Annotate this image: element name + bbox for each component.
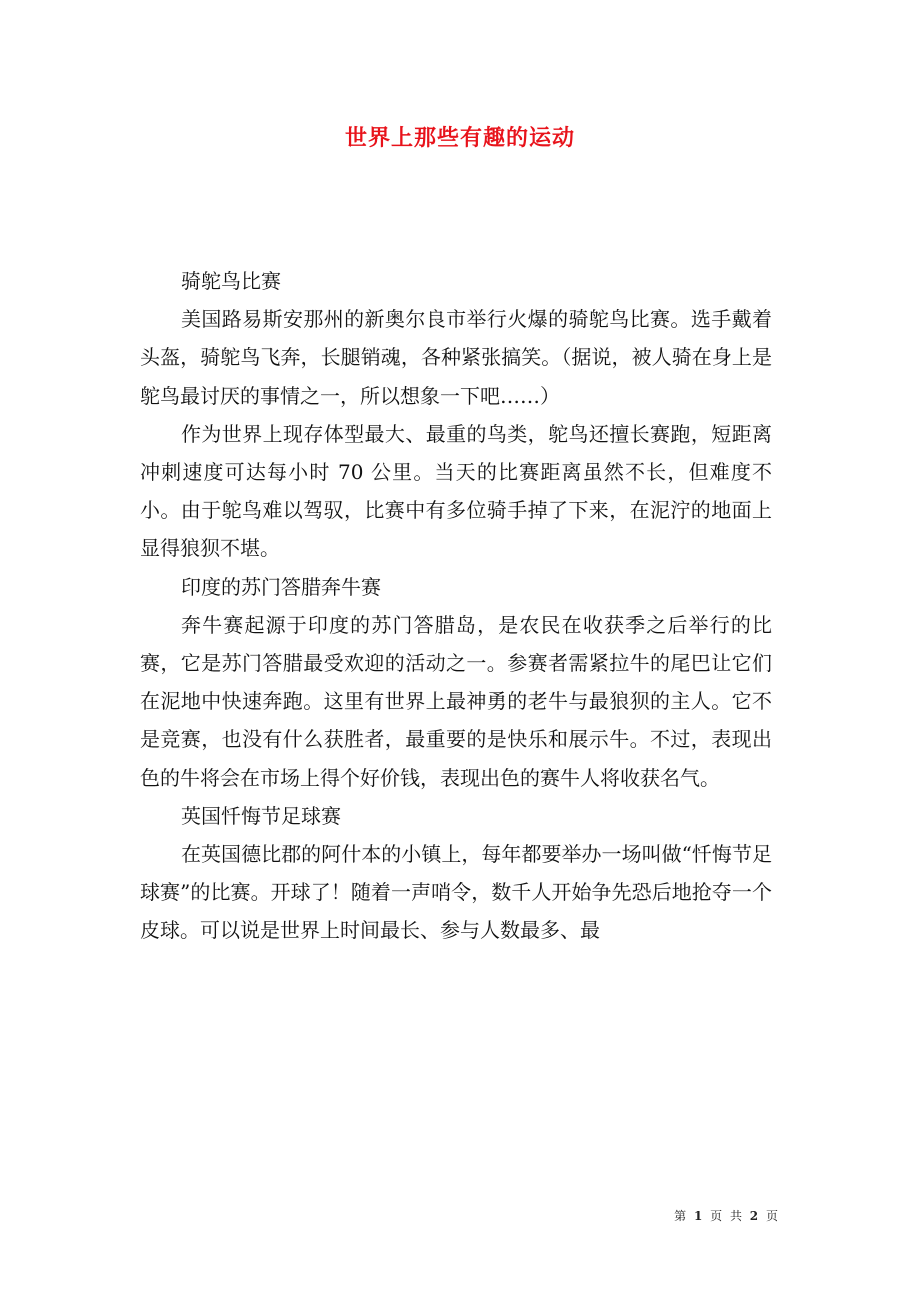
- paragraph: 奔牛赛起源于印度的苏门答腊岛，是农民在收获季之后举行的比赛，它是苏门答腊最受欢迎的活动之一。参赛者需紧拉牛的尾巴让它们在泥地中快速奔跑。这里有世界上最神勇的老牛与最狼狈的主人。它不是竞赛，也没有什么获胜者，最重要的是快乐和展示牛。不过，表现出色的牛将会在市场上得个好价钱，表现出色的赛牛人将收获名气。: [140, 612, 772, 790]
- paragraph: 美国路易斯安那州的新奥尔良市举行火爆的骑鸵鸟比赛。选手戴着头盔，骑鸵鸟飞奔，长腿销魂，各种紧张搞笑。（据说，被人骑在身上是鸵鸟最讨厌的事情之一，所以想象一下吧……）: [140, 307, 772, 408]
- footer-suffix: 页: [765, 1209, 780, 1223]
- paragraph: 在英国德比郡的阿什本的小镇上，每年都要举办一场叫做“忏悔节足球赛”的比赛。开球了！随着一声哨令，数千人开始争先恐后地抢夺一个皮球。可以说是世界上时间最长、参与人数最多、最: [140, 842, 772, 943]
- total-pages-number: 2: [749, 1209, 761, 1223]
- footer-middle: 页 共: [710, 1209, 744, 1223]
- document-body: [140, 262, 772, 950]
- section-heading-ostrich-race: 骑鸵鸟比赛: [181, 269, 281, 293]
- section-heading-shrovetide-football: 英国忏悔节足球赛: [181, 803, 341, 828]
- paragraph: 作为世界上现存体型最大、最重的鸟类，鸵鸟还擅长赛跑，短距离冲刺速度可达每小时 70 公里。当天的比赛距离虽然不长，但难度不小。由于鸵鸟难以驾驭，比赛中有多位骑手掉了下来，在泥泞的地面上显得狼狈不堪。: [140, 421, 772, 561]
- current-page-number: 1: [693, 1209, 705, 1223]
- page-number-footer: [674, 1207, 780, 1224]
- footer-prefix: 第: [674, 1209, 689, 1223]
- document-title: 世界上那些有趣的运动: [344, 125, 575, 151]
- section-heading-bull-race: 印度的苏门答腊奔牛赛: [181, 574, 381, 599]
